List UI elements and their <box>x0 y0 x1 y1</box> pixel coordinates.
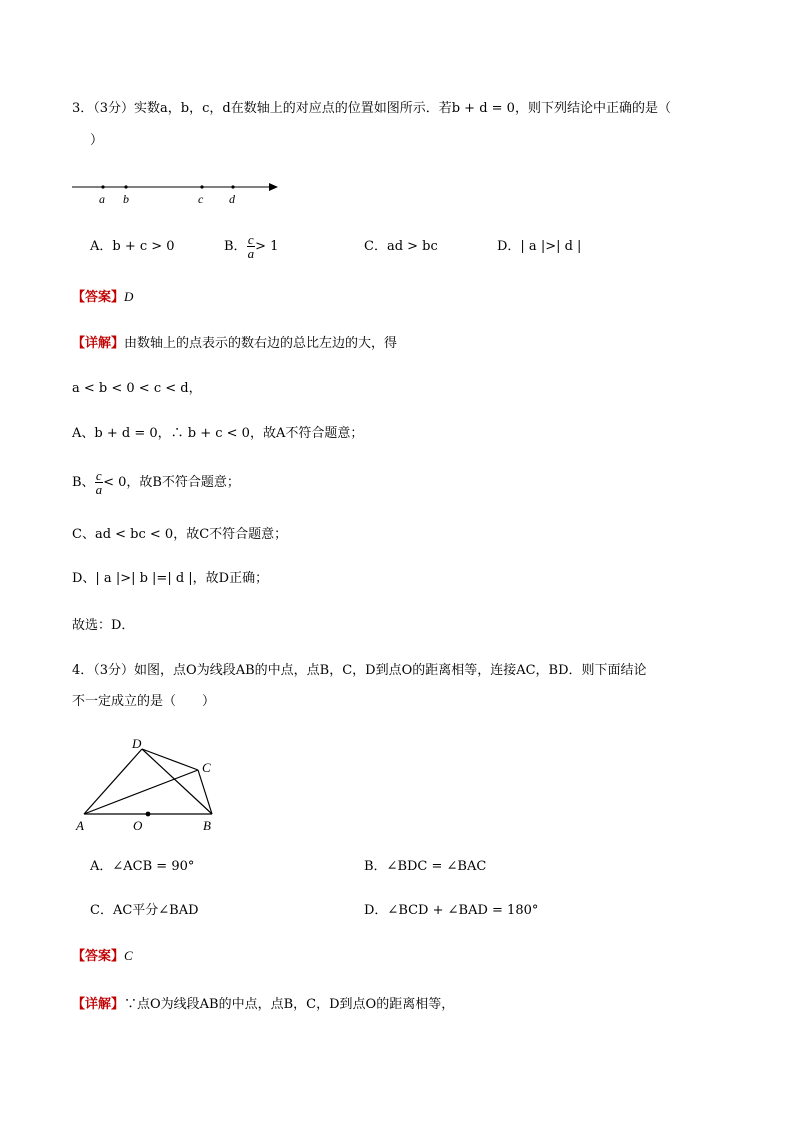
fraction-denominator: a <box>95 482 103 497</box>
q3-detail <box>72 335 397 353</box>
q3-choice-b <box>224 232 278 262</box>
q4-geometry-figure <box>72 732 232 836</box>
label-point-d: D <box>132 736 142 751</box>
q3-choice-b-suffix: > 1 <box>255 239 279 254</box>
q3-choice-a: A．b + c > 0 <box>90 239 175 254</box>
q3-choice-c: C．ad > bc <box>364 239 438 254</box>
q3-answer <box>72 288 133 307</box>
q3-stem-line1: 3．（3分）实数a，b，c，d在数轴上的对应点的位置如图所示．若b + d = 0，则下列结论中正确的是（ <box>72 101 671 116</box>
q3-conclusion: 故选：D． <box>72 618 135 633</box>
point-c <box>200 185 203 188</box>
q4-choice-b: B．∠BDC = ∠BAC <box>364 859 487 874</box>
q3-choice-d: D．| a |>| d | <box>497 239 582 254</box>
point-d <box>231 185 234 188</box>
point-o <box>146 812 151 817</box>
q3-line-b <box>72 468 240 498</box>
q4-stem-line2: 不一定成立的是（ ） <box>72 694 216 709</box>
q3-number-line-figure <box>66 176 286 210</box>
q4-choice-c: C．AC平分∠BAD <box>90 903 199 918</box>
label-c: c <box>198 192 204 206</box>
segment-dc <box>142 749 198 770</box>
label-point-a: A <box>76 818 84 833</box>
detail-tag: 【详解】 <box>72 997 125 1012</box>
label-point-o: O <box>133 818 143 833</box>
q4-choice-a: A．∠ACB = 90° <box>90 859 195 874</box>
point-b <box>124 185 127 188</box>
segment-ac <box>84 770 198 814</box>
line-b-suffix: < 0，故B不符合题意； <box>103 475 240 490</box>
segment-ad <box>84 749 142 814</box>
label-d: d <box>229 192 235 206</box>
answer-tag: 【答案】 <box>72 290 125 305</box>
detail-tag: 【详解】 <box>72 336 125 351</box>
detail-text: 由数轴上的点表示的数右边的总比左边的大，得 <box>124 336 398 351</box>
q3-choice-b-prefix: B． <box>224 239 247 254</box>
q4-answer <box>72 947 133 966</box>
q3-line-c: C、ad < bc < 0，故C不符合题意； <box>72 527 288 542</box>
line-b-fraction <box>95 469 104 496</box>
q3-line-a: A、b + d = 0，∴ b + c < 0，故A不符合题意； <box>72 426 364 441</box>
q4-detail <box>72 996 454 1014</box>
label-point-c: C <box>202 760 211 775</box>
label-b: b <box>123 192 129 206</box>
q3-line-order: a < b < 0 < c < d， <box>72 381 202 396</box>
q4-stem-line1: 4．（3分）如图，点O为线段AB的中点，点B，C，D到点O的距离相等，连接AC，BD．则下面结论 <box>72 663 647 678</box>
q3-stem-line2: ） <box>90 133 104 148</box>
point-a <box>101 185 104 188</box>
q3-line-d: D、| a |>| b |=| d |，故D正确； <box>72 571 269 586</box>
fraction-numerator: c <box>95 468 102 483</box>
detail-text: ∵点O为线段AB的中点，点B，C，D到点O的距离相等， <box>124 997 455 1012</box>
label-point-b: B <box>203 818 211 833</box>
answer-value: C <box>124 948 133 963</box>
fraction-numerator: c <box>247 232 254 247</box>
line-b-prefix: B、 <box>72 475 95 490</box>
q4-choice-d: D．∠BCD + ∠BAD = 180° <box>364 903 539 918</box>
fraction-denominator: a <box>247 246 255 261</box>
number-line-arrow <box>269 183 278 191</box>
q3-choice-b-fraction <box>247 233 256 260</box>
label-a: a <box>99 192 105 206</box>
answer-tag: 【答案】 <box>72 949 125 964</box>
answer-value: D <box>124 289 134 304</box>
